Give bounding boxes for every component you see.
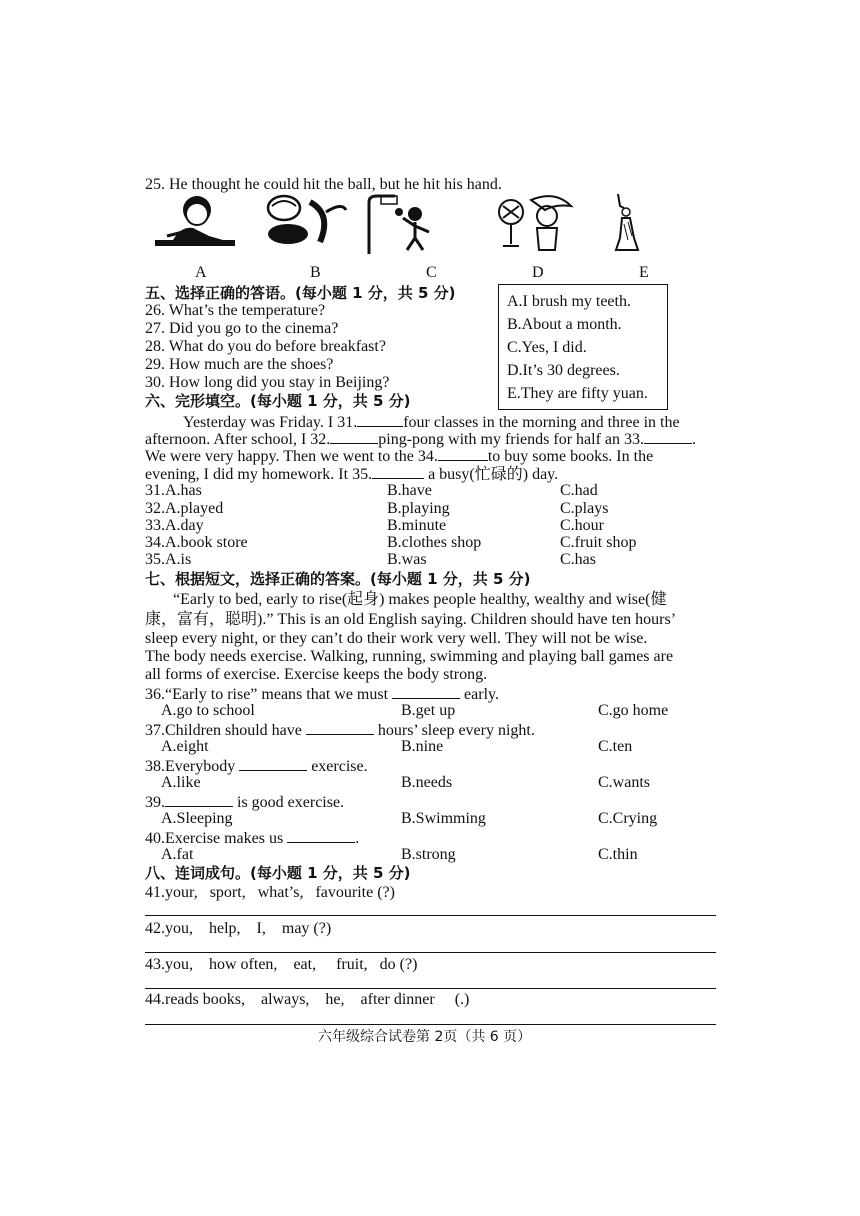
question-44 [145,991,469,1009]
option-38c: C.wants [598,774,650,791]
passage-line-2: 康，富有，聪明).” This is an old English saying. Children should have ten hours’ [145,611,677,628]
option-39b: B.Swimming [401,810,486,827]
word: 44.reads books, [145,991,245,1008]
question-27: 27. Did you go to the cinema? [145,320,339,337]
question-30: 30. How long did you stay in Beijing? [145,374,390,391]
cloze-line-4 [145,464,558,484]
option-39c: C.Crying [598,810,658,827]
cloze-text: a busy(忙碌的) day. [424,466,559,483]
word: fruit, [336,956,368,973]
blank-38[interactable] [239,756,307,771]
option-32a: 32.A.played [145,500,224,517]
word: how often, [209,956,278,973]
blank-36[interactable] [392,684,460,699]
passage-line-1: “Early to bed, early to rise(起身) makes people healthy, wealthy and wise(健 [173,591,667,608]
question-40 [145,828,359,848]
picture-label-b: B [310,264,321,281]
word: favourite (?) [315,884,395,901]
cloze-text: four classes in the morning and three in the [403,414,680,431]
word: after dinner [360,991,435,1008]
question-28: 28. What do you do before breakfast? [145,338,386,355]
answer-option-e: E.They are fifty yuan. [507,385,648,402]
question-26: 26. What’s the temperature? [145,302,326,319]
question-text: 38.Everybody [145,758,236,775]
question-37 [145,720,535,740]
option-39a: A.Sleeping [161,810,233,827]
fan-girl-picture [495,192,575,254]
answer-option-b: B.About a month. [507,316,622,333]
word: 41.your, [145,884,198,901]
question-25: 25. He thought he could hit the ball, but he hit his hand. [145,176,502,193]
word: sport, [209,884,246,901]
passage-line-5: all forms of exercise. Exercise keeps the body strong. [145,666,488,683]
option-33b: B.minute [387,517,447,534]
answer-line-41[interactable] [145,915,716,916]
blank-35[interactable] [372,464,424,479]
question-text: . [355,830,360,847]
word: 43.you, [145,956,193,973]
option-38a: A.like [161,774,201,791]
statue-of-liberty-picture [612,192,648,254]
section-6-heading: 六、完形填空。(每小题 1 分，共 5 分) [145,392,411,410]
blank-34[interactable] [438,446,488,461]
question-text: exercise. [311,758,368,775]
question-29: 29. How much are the shoes? [145,356,334,373]
word: help, [209,920,241,937]
question-43 [145,956,417,974]
cloze-text: . [692,431,697,448]
question-text: hours’ sleep every night. [377,722,535,739]
blank-33[interactable] [644,429,692,444]
question-text: 37.Children should have [145,722,302,739]
question-39 [145,792,344,812]
picture-label-d: D [532,264,544,281]
answer-option-c: C.Yes, I did. [507,339,587,356]
option-37a: A.eight [161,738,209,755]
option-36c: C.go home [598,702,669,719]
question-text: 36.“Early to rise” means that we must [145,686,389,703]
question-text: 39. [145,794,165,811]
picture-label-a: A [195,264,207,281]
question-text: 40.Exercise makes us [145,830,284,847]
option-38b: B.needs [401,774,453,791]
blank-37[interactable] [306,720,374,735]
blank-40[interactable] [287,828,355,843]
cloze-text: ping-pong with my friends for half an 33. [378,431,645,448]
answer-line-42[interactable] [145,952,716,953]
section-5-heading: 五、选择正确的答语。(每小题 1 分，共 5 分) [145,284,456,302]
question-text: is good exercise. [237,794,345,811]
cloze-text: We were very happy. Then we went to the 34. [145,448,438,465]
question-text: early. [464,686,499,703]
picture-label-e: E [639,264,649,281]
word: may (?) [281,920,332,937]
option-31c: C.had [560,482,598,499]
option-31a: 31.A.has [145,482,202,499]
option-34a: 34.A.book store [145,534,248,551]
page-footer: 六年级综合试卷第 2页（共 6 页） [318,1029,532,1045]
option-35a: 35.A.is [145,551,192,568]
passage-line-4: The body needs exercise. Walking, running, swimming and playing ball games are [145,648,674,665]
word: he, [325,991,345,1008]
cloze-text: to buy some books. In the [487,448,654,465]
question-42 [145,920,331,938]
blank-32[interactable] [330,429,378,444]
word: do (?) [379,956,418,973]
question-41 [145,884,395,902]
vegetables-picture [262,192,348,254]
answer-options-box [498,284,668,410]
picture-label-c: C [426,264,437,281]
answer-option-d: D.It’s 30 degrees. [507,362,620,379]
option-36a: A.go to school [161,702,255,719]
cloze-text: evening, I did my homework. It 35. [145,466,373,483]
word: what’s, [257,884,304,901]
basketball-picture [365,192,445,254]
option-37b: B.nine [401,738,444,755]
option-32c: C.plays [560,500,609,517]
option-37c: C.ten [598,738,633,755]
cloze-line-3 [145,446,653,466]
option-34c: C.fruit shop [560,534,637,551]
option-31b: B.have [387,482,432,499]
option-33a: 33.A.day [145,517,204,534]
option-35c: C.has [560,551,596,568]
option-40b: B.strong [401,846,456,863]
section-8-heading: 八、连词成句。(每小题 1 分，共 5 分) [145,864,411,882]
question-36 [145,684,499,704]
answer-line-44[interactable] [145,1024,716,1025]
word: 42.you, [145,920,193,937]
cloze-text: Yesterday was Friday. I 31. [183,414,358,431]
question-38 [145,756,368,776]
word: eat, [293,956,317,973]
boy-drawing-picture [153,192,237,254]
option-33c: C.hour [560,517,604,534]
option-40a: A.fat [161,846,194,863]
option-40c: C.thin [598,846,638,863]
word: I, [256,920,266,937]
word: always, [260,991,310,1008]
cloze-text: afternoon. After school, I 32. [145,431,331,448]
option-35b: B.was [387,551,427,568]
answer-option-a: A.I brush my teeth. [507,293,631,310]
passage-line-3: sleep every night, or they can’t do their work very well. They will not be wise. [145,630,648,647]
blank-39[interactable] [165,792,233,807]
option-36b: B.get up [401,702,456,719]
word: (.) [454,991,470,1008]
blank-31[interactable] [357,412,403,427]
option-32b: B.playing [387,500,450,517]
option-34b: B.clothes shop [387,534,482,551]
section-7-heading: 七、根据短文，选择正确的答案。(每小题 1 分，共 5 分) [145,570,531,588]
answer-line-43[interactable] [145,988,716,989]
